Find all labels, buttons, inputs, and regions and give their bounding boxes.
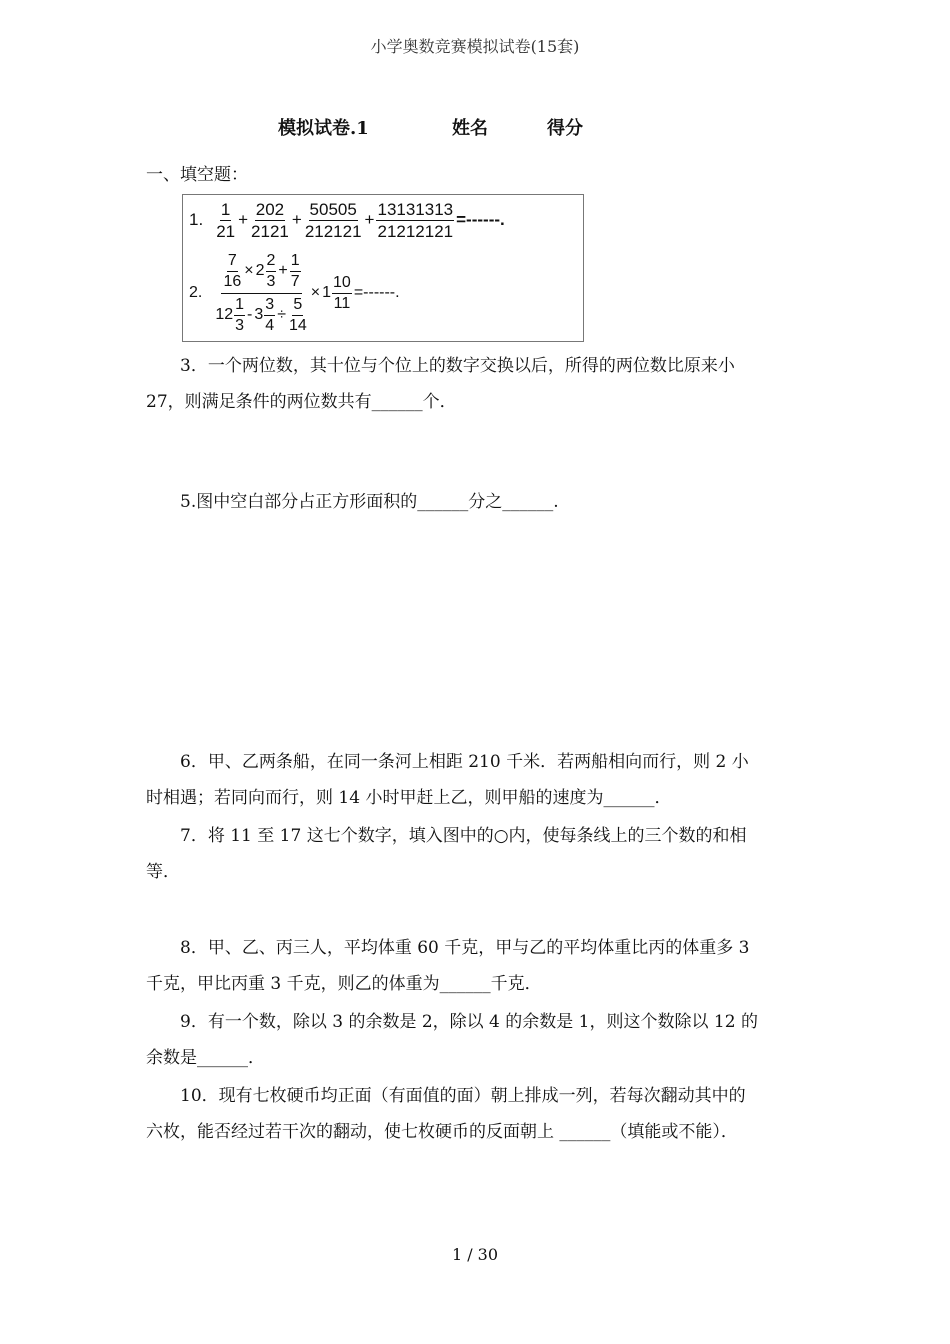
question-number: 1. [189, 210, 204, 229]
paper-title: 模拟试卷.1 [278, 118, 369, 139]
page-number: 1 / 30 [451, 1245, 499, 1264]
question-3: 3．一个两位数，其十位与个位上的数字交换以后，所得的两位数比原来小 27，则满足条件的两位数共有______个． [146, 356, 735, 412]
fraction: $\frac{50505}{212121}$ [304, 199, 362, 241]
plus-sign: + [238, 210, 249, 229]
question-6: 6．甲、乙两条船，在同一条河上相距 210 千米．若两船相向而行，则 2 小 时相遇；若同向而行，则 14 小时甲赶上乙，则甲船的速度为______． [146, 752, 749, 808]
plus-sign: + [364, 210, 375, 229]
section-title: 一、填空题： [146, 165, 248, 185]
paper-title-row [0, 114, 950, 144]
question-number: 2. [189, 284, 203, 301]
fraction: $\frac{202}{2121}$ [251, 199, 289, 241]
document-header: 小学奥数竞赛模拟试卷(15套) [370, 37, 580, 56]
complex-fraction: $\frac{7}{16}$ × 2 $\frac{2}{3}$ + $\frac{1}{7}$ 12 $\frac{1}{3}$ - 3 $\frac{3}{4}$ ÷ $\frac{5}{14}$ [215, 251, 307, 334]
name-label: 姓名 [452, 118, 488, 139]
question-8: 8．甲、乙、丙三人，平均体重 60 千克，甲与乙的平均体重比丙的体重多 3 千克，甲比丙重 3 千克，则乙的体重为______千克． [146, 938, 750, 994]
answer-blank: =------. [353, 284, 400, 301]
question-10: 10．现有七枚硬币均正面（有面值的面）朝上排成一列，若每次翻动其中的 六枚，能否经过若干次的翻动，使七枚硬币的反面朝上 ______（填能或不能）． [146, 1086, 746, 1142]
question-7: 7．将 11 至 17 这七个数字，填入图中的○内，使每条线上的三个数的和相 等． [146, 826, 747, 882]
question-5: 5.图中空白部分占正方形面积的______分之______. [180, 492, 559, 512]
mixed-number: 1 $\frac{10}{11}$ [322, 273, 351, 312]
score-label: 得分 [547, 118, 583, 139]
question-9: 9．有一个数，除以 3 的余数是 2，除以 4 的余数是 1，则这个数除以 12 的 余数是______． [146, 1012, 758, 1068]
question-1 [189, 199, 507, 241]
answer-blank: =------. [456, 210, 505, 229]
times-sign: × [310, 284, 321, 301]
formula-box [182, 194, 584, 342]
fraction: $\frac{13131313}{21212121}$ [377, 199, 454, 241]
fraction: $\frac{1}{21}$ [216, 199, 236, 241]
question-2 [189, 247, 402, 339]
plus-sign: + [291, 210, 302, 229]
